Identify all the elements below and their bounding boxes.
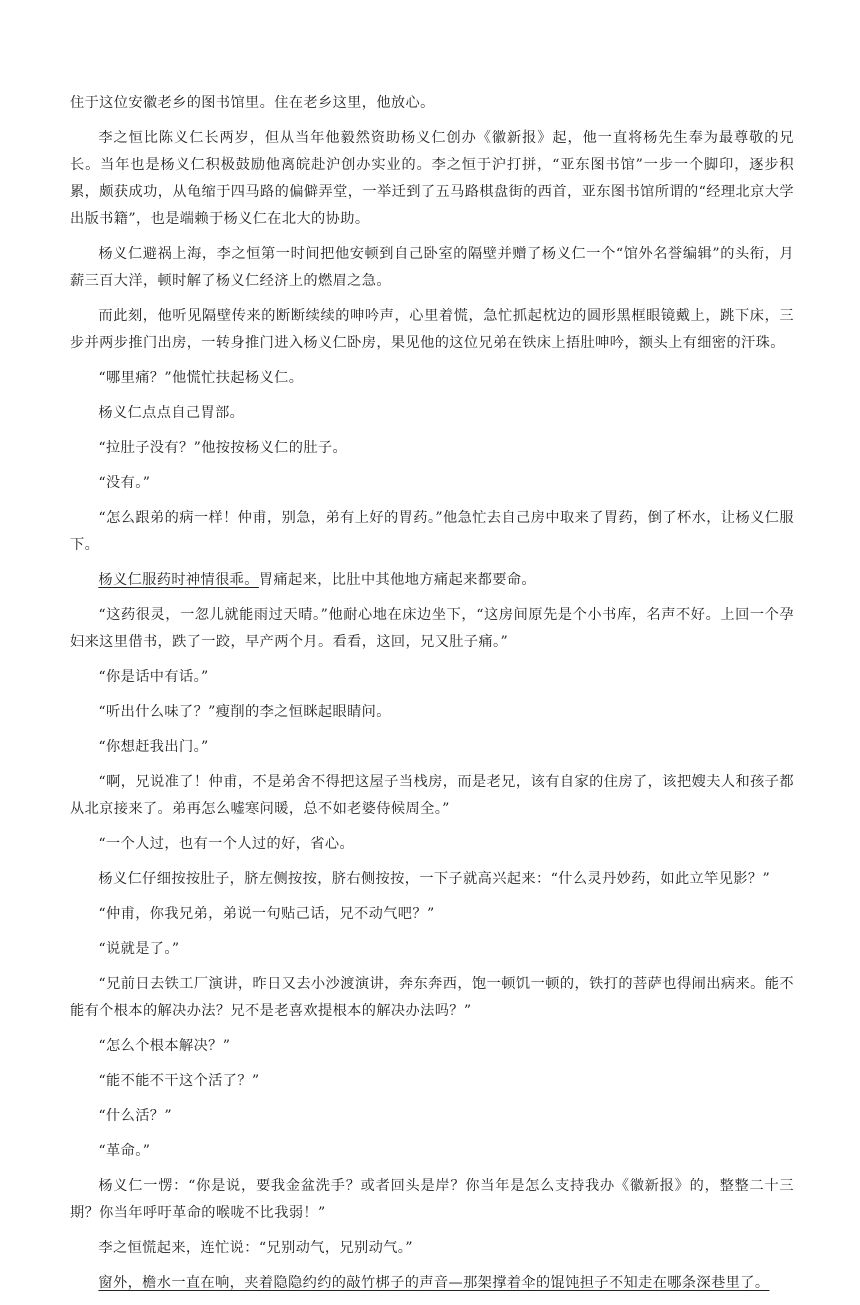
closing-paragraph: [70, 1270, 794, 1297]
paragraph: 李之恒慌起来，连忙说：“兄别动气，兄别动气。”: [98, 1240, 413, 1256]
paragraph: 杨义仁一愣：“你是说，要我金盆洗手？或者回头是岸？你当年是怎么支持我办《徽新报》的，整整二十三期？你当年呼吁革命的喉咙不比我弱！”: [70, 1178, 794, 1221]
dialogue-line: “啊，兄说准了！仲甫，不是弟舍不得把这屋子当栈房，而是老兄，该有自家的住房了，该把嫂夫人和孩子都从北京接来了。弟再怎么嘘寒问暖，总不如老婆侍候周全。”: [70, 774, 794, 817]
dialogue-line: “什么活？”: [98, 1108, 173, 1124]
dialogue-line: “怎么跟弟的病一样！仲甫，别急，弟有上好的胃药。”他急忙去自己房中取来了胃药，倒了杯水，让杨义仁服下。: [70, 510, 794, 553]
dialogue-line: “说就是了。”: [98, 941, 180, 957]
dialogue-line: “听出什么味了？”瘦削的李之恒眯起眼睛问。: [98, 704, 391, 720]
dialogue-line: “兄前日去铁工厂演讲，昨日又去小沙渡演讲，奔东奔西，饱一顿饥一顿的，铁打的菩萨也得闹出病来。能不能有个根本的解决办法？兄不是老喜欢提根本的解决办法吗？”: [70, 976, 794, 1019]
paragraph: 住于这位安徽老乡的图书馆里。住在老乡这里，他放心。: [70, 95, 435, 111]
dialogue-line: “这药很灵，一忽儿就能雨过天晴。”他耐心地在床边坐下，“这房间原先是个小书库，名声不好。上回一个孕妇来这里借书，跌了一跤，早产两个月。看看，这回，兄又肚子痛。”: [70, 607, 794, 650]
underlined-closing-sentence: 窗外，檐水一直在响，夹着隐隐约约的敲竹梆子的声音—那架撑着伞的馄饨担子不知走在哪条深巷里了。: [98, 1275, 770, 1291]
dialogue-line: “你想赶我出门。”: [98, 739, 209, 755]
dialogue-line: “哪里痛？”他慌忙扶起杨义仁。: [98, 370, 304, 386]
dialogue-line: “怎么个根本解决？”: [98, 1038, 231, 1054]
dialogue-line: “能不能不干这个活了？”: [98, 1073, 260, 1089]
paragraph: 杨义仁仔细按按肚子，脐左侧按按，脐右侧按按，一下子就高兴起来：“什么灵丹妙药，如此立竿见影？”: [98, 871, 771, 887]
dialogue-line: “仲甫，你我兄弟，弟说一句贴己话，兄不动气吧？”: [98, 906, 435, 922]
underlined-sentence: 杨义仁服药时神情很乖。: [98, 572, 259, 588]
paragraph: 李之恒比陈义仁长两岁，但从当年他毅然资助杨义仁创办《徽新报》起，他一直将杨先生奉为最尊敬的兄长。当年也是杨义仁积极鼓励他离皖赴沪创办实业的。李之恒于沪打拼，“亚东图书馆”一步一个脚印，逐步积累，颇获成功，从龟缩于四马路的偏僻弄堂，一举迁到了五马路棋盘街的西首，亚东图书馆所谓的“经理北京大学出版书籍”，也是端赖于杨义仁在北大的协助。: [70, 130, 794, 227]
paragraph: 杨义仁避祸上海，李之恒第一时间把他安顿到自己卧室的隔壁并赠了杨义仁一个“馆外名誉编辑”的头衔，月薪三百大洋，顿时解了杨义仁经济上的燃眉之急。: [70, 246, 794, 289]
dialogue-line: “你是话中有话。”: [98, 669, 209, 685]
dialogue-line: “没有。”: [98, 475, 151, 491]
paragraph: 杨义仁点点自己胃部。: [98, 405, 245, 421]
dialogue-line: “革命。”: [98, 1143, 151, 1159]
paragraph: 而此刻，他听见隔壁传来的断断续续的呻吟声，心里着慌，急忙抓起枕边的圆形黑框眼镜戴上，跳下床，三步并两步推门出房，一转身推门进入杨义仁卧房，果见他的这位兄弟在铁床上捂肚呻吟，额头上有细密的汗珠。: [70, 308, 794, 351]
paragraph-with-underline: [70, 567, 794, 594]
dialogue-line: “拉肚子没有？”他按按杨义仁的肚子。: [98, 440, 348, 456]
dialogue-line: “一个人过，也有一个人过的好，省心。: [98, 836, 355, 852]
document-page: [70, 90, 794, 1305]
paragraph-text: 胃痛起来，比肚中其他地方痛起来都要命。: [258, 572, 537, 588]
